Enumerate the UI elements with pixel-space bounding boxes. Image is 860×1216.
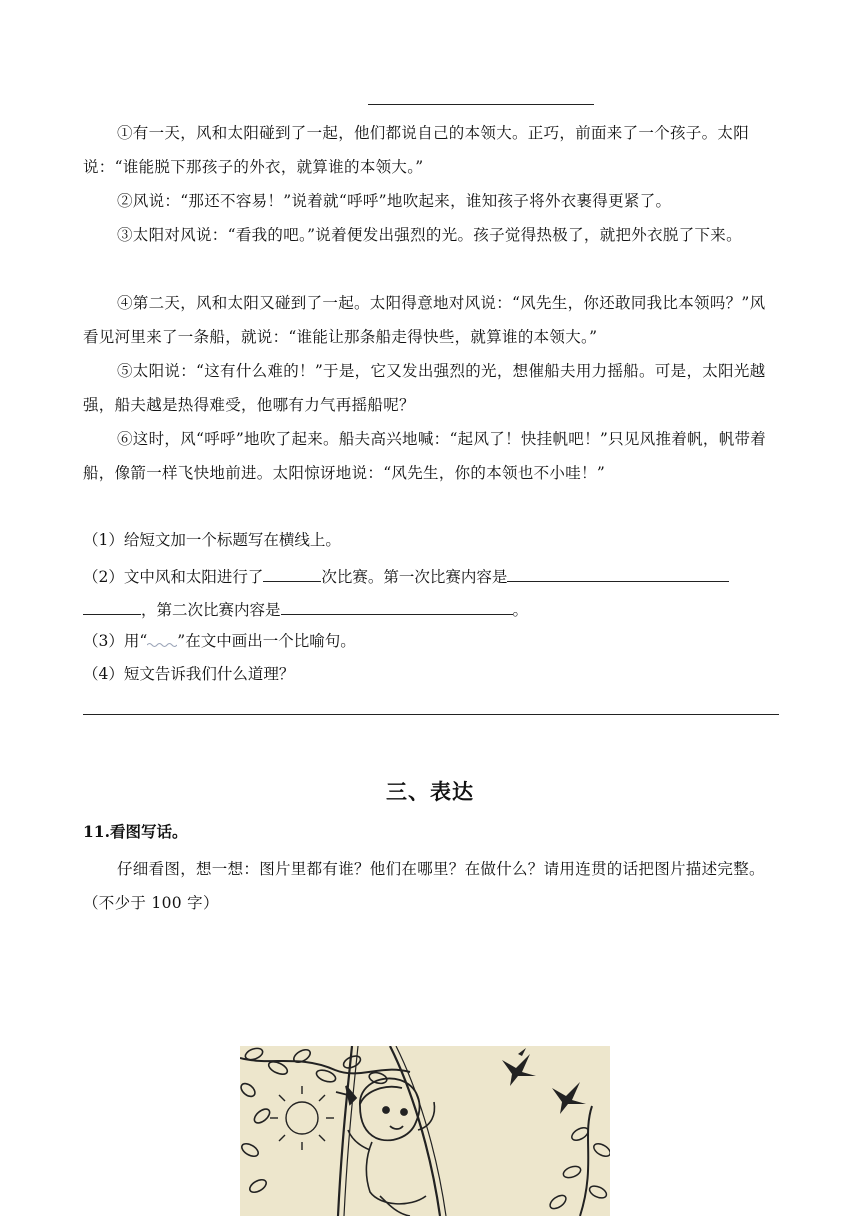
first-contest-answer-blank[interactable] [507,563,729,582]
question-2-text-d: 。 [512,601,529,619]
section-title: 三、表达 [386,779,474,804]
question-2-text-c: ，第二次比赛内容是 [141,601,281,619]
question-4-answer-line[interactable] [83,714,779,715]
first-contest-answer-blank-cont[interactable] [83,596,141,615]
question-2-text-a: （2）文中风和太阳进行了 [83,568,264,586]
passage-paragraph-6: ⑥这时，风“呼呼”地吹了起来。船夫高兴地喊：“起风了！快挂帆吧！”只见风推着帆，帆带着船，像箭一样飞快地前进。太阳惊讶地说：“风先生，你的本领也不小哇！” [83,430,767,482]
question-4: （4）短文告诉我们什么道理？ [83,665,295,683]
passage-paragraph-4: ④第二天，风和太阳又碰到了一起。太阳得意地对风说：“风先生，你还敢同我比本领吗？”风看见河里来了一条船，就说：“谁能让那条船走得快些，就算谁的本领大。” [83,294,766,346]
girl-on-swing-illustration [240,1046,610,1216]
count-answer-blank[interactable] [263,563,321,582]
passage-paragraph-5: ⑤太阳说：“这有什么难的！”于是，它又发出强烈的光，想催船夫用力摇船。可是，太阳光越强，船夫越是热得难受，他哪有力气再摇船呢？ [83,362,766,414]
question-2-text-b: 次比赛。第一次比赛内容是 [321,568,508,586]
item-11-title: 11.看图写话。 [83,822,188,841]
passage-paragraph-3: ③太阳对风说：“看我的吧。”说着便发出强烈的光。孩子觉得热极了，就把外衣脱了下来。 [117,226,742,244]
question-3 [83,629,783,653]
illustration-drawing [240,1046,610,1216]
question-3-text-a: （3）用“ [83,632,148,650]
question-2-line-2 [83,596,783,622]
passage-paragraph-1: ①有一天，风和太阳碰到了一起，他们都说自己的本领大。正巧，前面来了一个孩子。太阳说：“谁能脱下那孩子的外衣，就算谁的本领大。” [83,124,750,176]
title-answer-line [368,104,594,105]
question-2-line-1 [83,563,783,589]
item-11-prompt: 仔细看图，想一想：图片里都有谁？他们在哪里？在做什么？请用连贯的话把图片描述完整。（不少于 100 字） [83,860,765,912]
question-3-text-b: ”在文中画出一个比喻句。 [177,632,356,650]
second-contest-answer-blank[interactable] [281,596,513,615]
question-1: （1）给短文加一个标题写在横线上。 [83,531,341,549]
wavy-underline-icon [147,630,177,646]
passage-paragraph-2: ②风说：“那还不容易！”说着就“呼呼”地吹起来，谁知孩子将外衣裹得更紧了。 [117,192,672,210]
